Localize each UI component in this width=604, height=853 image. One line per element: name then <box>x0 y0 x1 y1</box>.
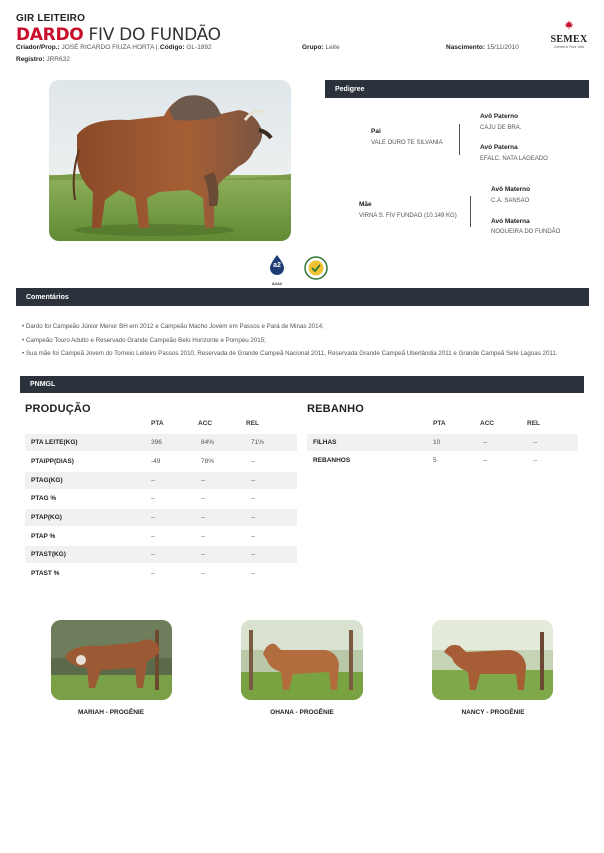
bull-illustration <box>49 80 291 241</box>
row-pta: 10 <box>433 439 441 446</box>
row-acc: -- <box>483 457 488 464</box>
birth-field <box>446 44 519 51</box>
comment-item: • Sua mãe foi Campeã Jovem do Torneio Leiteiro Passos 2010, Reservada de Grande Campeã Nacional 2011, Reservada Grande Campeã Uberlândia 2011 e Grande Campeã Sete Lagoas 2011. <box>22 350 558 357</box>
table-row <box>25 565 297 582</box>
row-pta: -- <box>151 570 156 577</box>
row-label: REBANHOS <box>313 457 351 464</box>
group-field <box>302 44 340 51</box>
table-row <box>25 509 297 526</box>
progeny-name: NANCY - PROGÊNIE <box>461 709 525 716</box>
comments-header <box>16 288 589 306</box>
paternal-grandsire-value: CAJU DE BRA. <box>480 125 522 131</box>
logo-wordmark: SEMEX <box>550 34 588 45</box>
row-label: PTAG % <box>31 495 57 502</box>
producao-col-rel: REL <box>246 420 259 427</box>
table-row <box>25 453 297 470</box>
maternal-granddam-value: NOGUEIRA DO FUNDÃO <box>491 229 561 235</box>
row-rel: 71% <box>251 439 265 446</box>
row-acc: -- <box>201 570 206 577</box>
quality-seal-icon <box>304 256 328 280</box>
a2-badge-sub: A2A2 <box>271 281 283 286</box>
row-label: PTAST % <box>31 570 60 577</box>
row-rel: -- <box>251 551 256 558</box>
breeder-field <box>16 44 163 51</box>
row-rel: -- <box>533 457 538 464</box>
rebanho-col-pta: PTA <box>433 420 446 427</box>
semex-logo <box>548 17 590 49</box>
row-pta: 396 <box>151 439 162 446</box>
birth-value: 15/11/2010 <box>486 44 519 51</box>
table-row <box>25 434 297 451</box>
breeder-label: Criador/Prop.: <box>16 44 60 51</box>
row-rel: -- <box>251 570 256 577</box>
table-row <box>25 490 297 507</box>
paternal-granddam-value: EFALC. NATA LAGEADO <box>480 156 548 162</box>
row-acc: 78% <box>201 458 215 465</box>
group-value: Leite <box>325 44 340 51</box>
table-row <box>25 528 297 545</box>
row-rel: -- <box>251 477 256 484</box>
row-pta: -- <box>151 533 156 540</box>
progeny-illustration <box>432 620 553 700</box>
row-rel: -- <box>251 514 256 521</box>
row-rel: -- <box>533 439 538 446</box>
pnmgl-header <box>20 376 584 393</box>
row-acc: -- <box>201 533 206 540</box>
table-row <box>25 472 297 489</box>
table-row <box>25 546 297 563</box>
row-rel: -- <box>251 458 256 465</box>
row-label: PTAST(KG) <box>31 551 66 558</box>
logo-tagline: Genética Para Vida <box>553 45 585 49</box>
row-acc: -- <box>483 439 488 446</box>
registry-value: JRR632 <box>46 56 70 63</box>
dam-connector <box>470 196 471 227</box>
comment-item: • Campeão Touro Adulto e Reservado Grande Campeão Belo Horizonte e Pompéu 2015; <box>22 336 266 344</box>
comments-title: Comentários <box>26 293 69 301</box>
producao-col-pta: PTA <box>151 420 164 427</box>
sire-value: VALE OURO TE SILVANIA <box>371 140 443 146</box>
breed-label: GIR LEITEIRO <box>16 13 86 24</box>
maternal-granddam-label: Avó Materna <box>491 218 530 225</box>
row-label: PTAP % <box>31 533 56 540</box>
row-label: PTAG(KG) <box>31 477 63 484</box>
comment-item: • Dardo foi Campeão Júnior Menor BH em 2012 e Campeão Macho Jovem em Passos e Pará de Minas 2014; <box>22 323 324 330</box>
breeder-value: JOSÉ RICARDO FIUZA HORTA |... <box>61 44 164 51</box>
paternal-granddam-label: Avó Paterna <box>480 144 518 151</box>
sire-label: Pai <box>371 128 381 135</box>
row-label: PTAIPP(DIAS) <box>31 458 74 465</box>
progeny-photo <box>51 620 172 700</box>
bull-photo <box>49 80 291 241</box>
registry-label: Registro: <box>16 56 45 63</box>
code-label: Código: <box>160 44 185 51</box>
paternal-grandsire-label: Avô Paterno <box>480 113 519 120</box>
row-pta: -- <box>151 495 156 502</box>
animal-name <box>16 25 221 45</box>
dam-value: VIRNA S. FIV FUNDAO (10.149 KG) <box>359 213 457 219</box>
pnmgl-title: PNMGL <box>30 381 56 388</box>
producao-col-acc: ACC <box>198 420 213 427</box>
row-acc: -- <box>201 551 206 558</box>
row-pta: -- <box>151 551 156 558</box>
maternal-grandsire-label: Avô Materno <box>491 186 531 193</box>
table-row <box>307 452 578 469</box>
table-row <box>307 434 578 451</box>
a2-badge-text: a2 <box>273 262 281 269</box>
animal-name-first: DARDO <box>16 25 84 45</box>
progeny-illustration <box>241 620 363 700</box>
birth-label: Nascimento: <box>446 44 486 51</box>
row-rel: -- <box>251 533 256 540</box>
row-label: PTAP(KG) <box>31 514 62 521</box>
row-pta: -- <box>151 477 156 484</box>
row-acc: -- <box>201 514 206 521</box>
rebanho-col-acc: ACC <box>480 420 495 427</box>
producao-title: PRODUÇÃO <box>25 403 91 415</box>
row-label: PTA LEITE(KG) <box>31 439 78 446</box>
row-acc: 84% <box>201 439 215 446</box>
comments-list <box>22 320 592 361</box>
pedigree-title: Pedigree <box>335 85 365 93</box>
row-acc: -- <box>201 477 206 484</box>
progeny-name: MARIAH - PROGÊNIE <box>77 709 145 716</box>
sire-connector <box>459 124 460 155</box>
row-acc: -- <box>201 495 206 502</box>
progeny-illustration <box>51 620 172 700</box>
animal-name-rest: FIV DO FUNDÃO <box>83 25 221 45</box>
code-value: GL-1892 <box>186 44 212 51</box>
code-field <box>160 44 212 51</box>
pedigree-header <box>325 80 589 98</box>
row-rel: -- <box>251 495 256 502</box>
progeny-photo <box>432 620 553 700</box>
row-pta: -- <box>151 514 156 521</box>
rebanho-col-rel: REL <box>527 420 540 427</box>
a2-badge <box>266 254 288 284</box>
registry-field <box>16 56 70 63</box>
progeny-name: OHANA - PROGÊNIE <box>270 709 334 716</box>
group-label: Grupo: <box>302 44 324 51</box>
progeny-photo <box>241 620 363 700</box>
row-pta: 5 <box>433 457 437 464</box>
maple-leaf-icon <box>564 20 574 30</box>
maternal-grandsire-value: C.A. SANSAO <box>491 198 530 204</box>
rebanho-title: REBANHO <box>307 403 365 415</box>
row-label: FILHAS <box>313 439 337 446</box>
dam-label: Mãe <box>359 201 372 208</box>
row-pta: -49 <box>151 458 161 465</box>
